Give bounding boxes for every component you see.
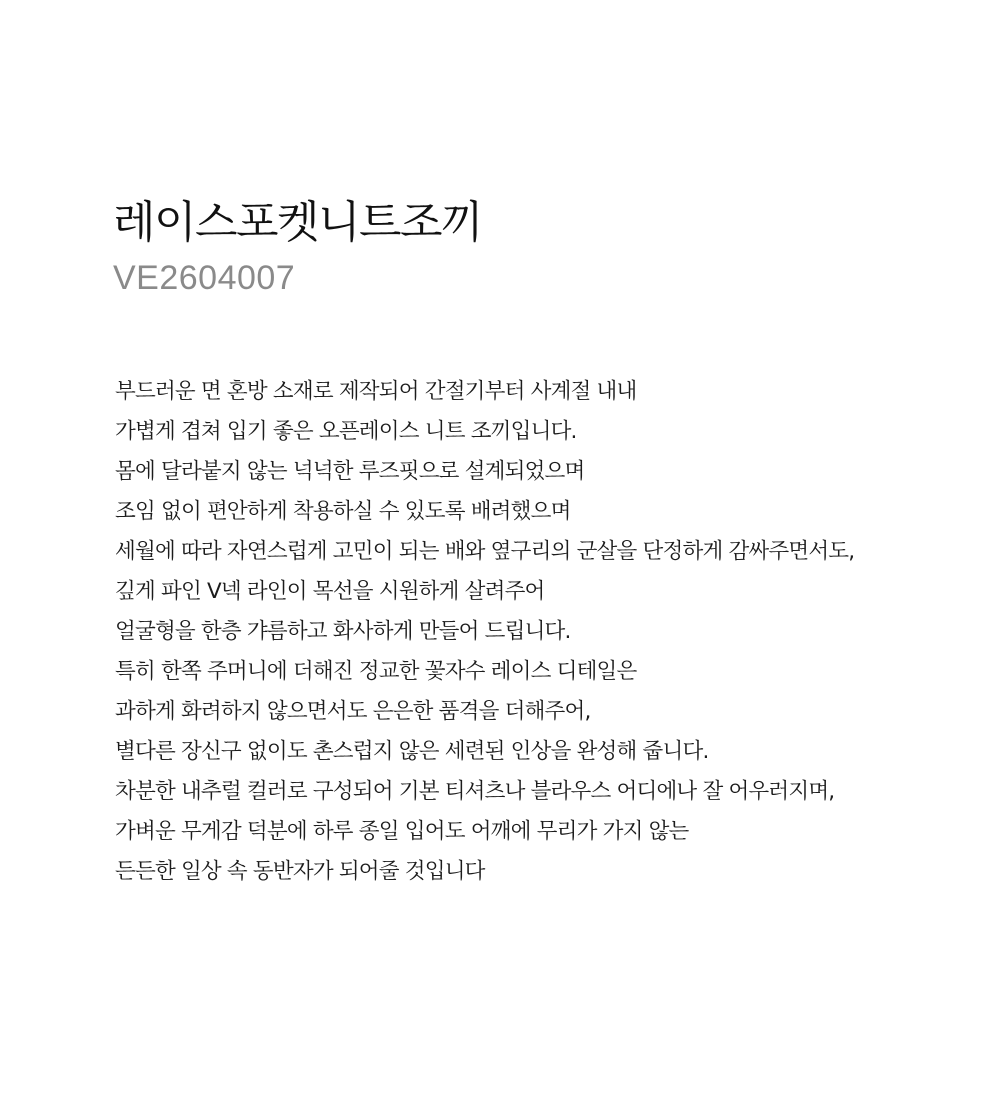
description-line: 세월에 따라 자연스럽게 고민이 되는 배와 옆구리의 군살을 단정하게 감싸주면서도, (115, 539, 855, 564)
product-code: VE2604007 (113, 259, 296, 297)
description-line: 과하게 화려하지 않으면서도 은은한 품격을 더해주어, (115, 699, 591, 724)
description-line: 든든한 일상 속 동반자가 되어줄 것입니다 (115, 859, 485, 884)
description-line: 몸에 달라붙지 않는 넉넉한 루즈핏으로 설계되었으며 (115, 459, 585, 484)
description-line: 별다른 장신구 없이도 촌스럽지 않은 세련된 인상을 완성해 줍니다. (115, 739, 709, 764)
product-title: 레이스포켓니트조끼 (113, 197, 483, 248)
description-line: 깊게 파인 V넥 라인이 목선을 시원하게 살려주어 (115, 579, 545, 604)
description-line: 얼굴형을 한층 갸름하고 화사하게 만들어 드립니다. (115, 619, 571, 644)
description-line: 가볍게 겹쳐 입기 좋은 오픈레이스 니트 조끼입니다. (115, 419, 577, 444)
description-line: 가벼운 무게감 덕분에 하루 종일 입어도 어깨에 무리가 가지 않는 (115, 819, 689, 844)
description-line: 차분한 내추럴 컬러로 구성되어 기본 티셔츠나 블라우스 어디에나 잘 어우러지며, (115, 779, 835, 804)
description-line: 조임 없이 편안하게 착용하실 수 있도록 배려했으며 (115, 499, 571, 524)
description-line: 부드러운 면 혼방 소재로 제작되어 간절기부터 사계절 내내 (115, 379, 637, 404)
product-header (113, 188, 953, 298)
description-line: 특히 한쪽 주머니에 더해진 정교한 꽃자수 레이스 디테일은 (115, 659, 637, 684)
product-description (115, 372, 965, 892)
